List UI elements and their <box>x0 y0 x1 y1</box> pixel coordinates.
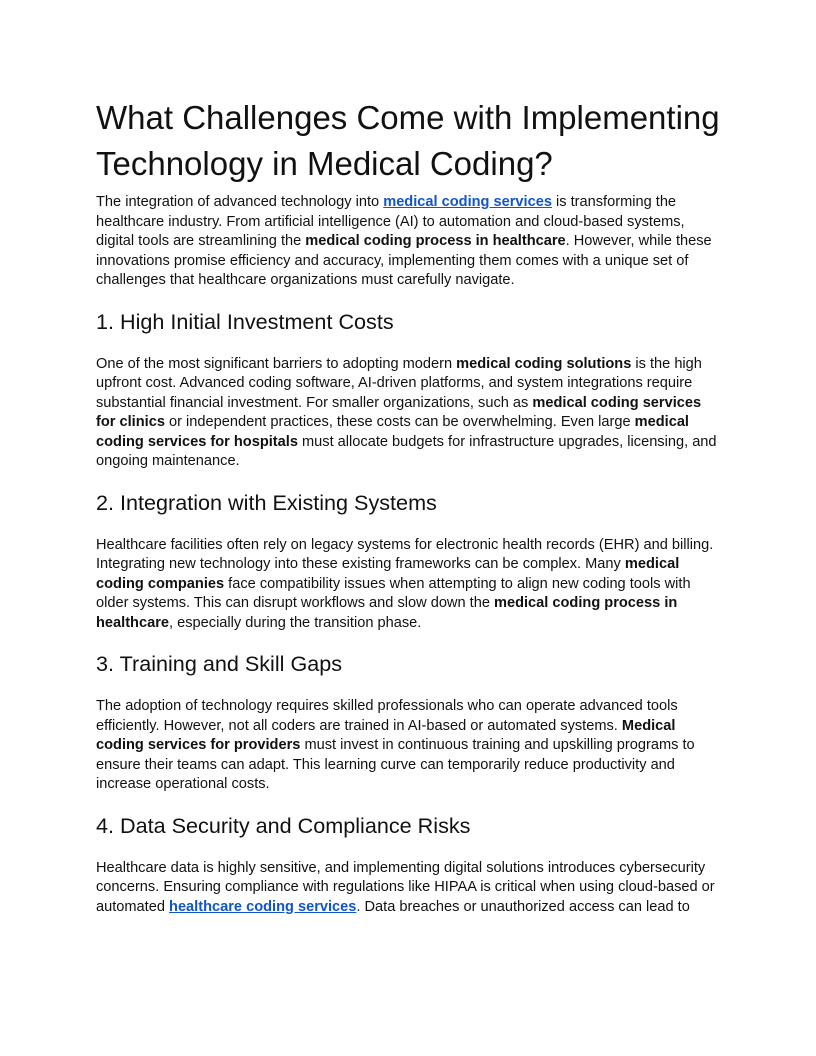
s4-text-1: Healthcare data is highly sensitive, and implementing digital solutions introduces cybersecurity concerns. Ensuring compliance with regulations like HIPAA is critical when using cloud-based or automated <box>96 859 715 915</box>
s2-text-3: , especially during the transition phase. <box>169 614 422 631</box>
s1-bold-2: medical coding services for clinics <box>96 394 702 430</box>
section-heading-2: 2. Integration with Existing Systems <box>96 489 437 515</box>
s3-text-2: must invest in continuous training and upskilling programs to ensure their teams can adapt. This learning curve can temporarily reduce productivity and increase operational costs. <box>96 737 695 792</box>
intro-paragraph <box>96 193 724 291</box>
s3-bold-1: Medical coding services for providers <box>96 717 676 753</box>
healthcare-coding-services-link[interactable]: healthcare coding services <box>169 898 357 915</box>
medical-coding-services-link[interactable]: medical coding services <box>383 194 552 210</box>
intro-text-1: The integration of advanced technology into <box>96 194 384 210</box>
section-paragraph-4 <box>96 859 724 918</box>
s3-text-1: The adoption of technology requires skilled professionals who can operate advanced tools efficiently. However, not all coders are trained in AI-based or automated systems. <box>96 698 678 734</box>
section-paragraph-3 <box>96 697 724 795</box>
s2-text-1: Healthcare facilities often rely on legacy systems for electronic health records (EHR) and billing. Integrating new technology into these existing frameworks can be complex. Many <box>96 536 714 572</box>
intro-bold-1: medical coding process in healthcare <box>305 233 566 249</box>
section-heading-4: 4. Data Security and Compliance Risks <box>96 812 471 838</box>
s1-text-2: is the high upfront cost. Advanced coding software, AI-driven platforms, and system integrations require substantial financial investment. For smaller organizations, such as <box>96 355 702 411</box>
s4-text-2: . Data breaches or unauthorized access can lead to <box>356 898 690 915</box>
page-title: What Challenges Come with Implementing Technology in Medical Coding? <box>96 99 720 182</box>
s2-bold-2: medical coding process in healthcare <box>96 595 678 631</box>
section-heading-1: 1. High Initial Investment Costs <box>96 308 394 334</box>
section-heading-3: 3. Training and Skill Gaps <box>96 651 343 676</box>
s1-bold-1: medical coding solutions <box>456 355 632 372</box>
document-body <box>96 95 724 917</box>
intro-text-2: is transforming the healthcare industry. From artificial intelligence (AI) to automation and cloud-based systems, digital tools are streamlining the <box>96 194 685 249</box>
section-paragraph-2 <box>96 536 724 634</box>
s1-bold-3: medical coding services for hospitals <box>96 414 689 450</box>
s2-text-2: face compatibility issues when attempting to align new coding tools with older systems. This can disrupt workflows and slow down the <box>96 575 691 611</box>
intro-text-3: . However, while these innovations promise efficiency and accuracy, implementing them comes with a unique set of challenges that healthcare organizations must carefully navigate. <box>96 233 712 288</box>
s1-text-4: must allocate budgets for infrastructure upgrades, licensing, and ongoing maintenance. <box>96 433 717 469</box>
section-paragraph-1 <box>96 355 724 472</box>
s1-text-3: or independent practices, these costs can be overwhelming. Even large <box>164 414 635 430</box>
s1-text-1: One of the most significant barriers to adopting modern <box>96 355 457 372</box>
s2-bold-1: medical coding companies <box>96 556 680 592</box>
